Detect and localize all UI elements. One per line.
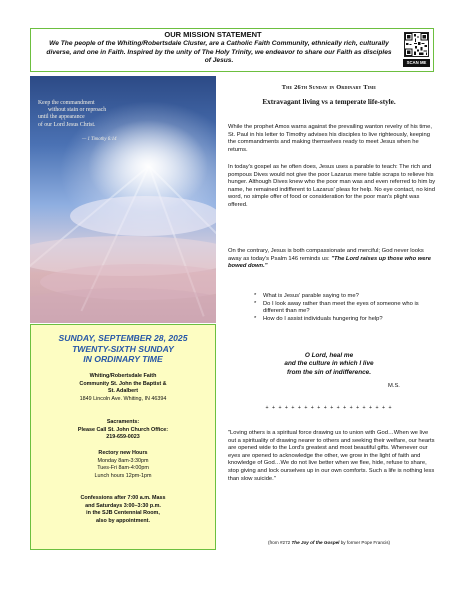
list-item: * How do I assist individuals hungering for help? [254, 316, 434, 324]
paragraph-compassion: On the contrary, Jesus is both compassionate and merciful; God never looks away as today's Psalm 146 reminds us: "The Lord raises up those who were bowed down." [228, 248, 431, 270]
list-item: * What is Jesus' parable saying to me? [254, 293, 434, 301]
sacraments-info: Sacraments: Please Call St. John Church Office: 219-659-0023 [77, 419, 169, 441]
pope-francis-quote: "Loving others is a spiritual force drawing us to union with God…When we live out a spirituality of drawing nearer to others and seeking their welfare, our hearts are opened wide to the Lord's greatest and most beautiful gifts. Whenever our eyes are opened to acknowledge the other, we grow in the light of faith and knowledge of God…We do not live better when we flee, hide, refuse to share, stop giving and lock ourselves up in our own comforts. Such a life is nothing less than slow suicide." [228, 430, 435, 482]
scan-me-label: SCAN ME [403, 59, 430, 67]
article-title: The 26th Sunday in Ordinary Time [281, 84, 377, 91]
parish-address: 1849 Lincoln Ave. Whiting, IN 46394 [79, 396, 167, 402]
parish-info-box [30, 324, 216, 550]
author-initials: M.S. [388, 383, 400, 389]
quote-source: (from #272 The Joy of the Gospel by former Pope Francis) [267, 540, 391, 545]
article-subtitle: Extravagant living vs a temperate life-style. [262, 98, 396, 106]
reflection-questions [254, 293, 434, 323]
prayer: O Lord, heal me and the culture in which I live from the sin of indifference. [284, 352, 374, 376]
confession-times: Confessions after 7:00 a.m. Mass and Saturdays 3:00–3:30 p.m. in the SJB Centennial Room, also by appointment. [80, 495, 166, 524]
mission-statement-box [30, 28, 434, 72]
mission-text: We The people of the Whiting/Robertsdale Cluster, are a Catholic Faith Community, ethnically rich, culturally diverse, and one in Faith. Inspired by the unity of The Holy Trinity, we endeavor to share our Faith as disciples of Jesus. [46, 40, 392, 65]
section-divider: + + + + + + + + + + + + + + + + + + + + [265, 405, 393, 411]
rectory-hours: Rectory new Hours Monday 8am-3:30pm Tues-Fri 8am-4:00pm Lunch hours 12pm-1pm [94, 450, 152, 479]
parish-name: Whiting/Robertsdale Faith Community St. John the Baptist & St. Adalbert [79, 373, 167, 395]
photo-reference: — 1 Timothy 6:14 [82, 137, 117, 142]
paragraph-amos: While the prophet Amos warns against the prevailing wanton revelry of his time, St. Paul in his letter to Timothy advises his disciples to live righteously, keeping the commandments and making themselves ready to meet Jesus when he returns. [228, 124, 432, 153]
list-item: * Do I look away rather than meet the eyes of someone who is different than me? [254, 301, 434, 316]
scripture-sky-image [30, 76, 216, 323]
qr-code-icon[interactable] [404, 32, 429, 57]
photo-quote: Keep the commandment without stain or reproach until the appearance of our Lord Jesus Christ. [38, 100, 107, 128]
paragraph-parable: In today's gospel as he often does, Jesus uses a parable to teach: The rich and pompous Dives would not give the poor Lazarus mere table scraps to relieve his hunger. Although Dives knew who the poor man was and even referred to him by name, he remained indifferent to Lazarus' pleas for help. No eye contact, no kind word, no simple offer of food or consideration for the poor man's plight was offered. [228, 164, 436, 208]
mission-title: OUR MISSION STATEMENT [164, 30, 262, 39]
liturgical-date: SUNDAY, SEPTEMBER 28, 2025 TWENTY-SIXTH SUNDAY IN ORDINARY TIME [58, 333, 188, 365]
